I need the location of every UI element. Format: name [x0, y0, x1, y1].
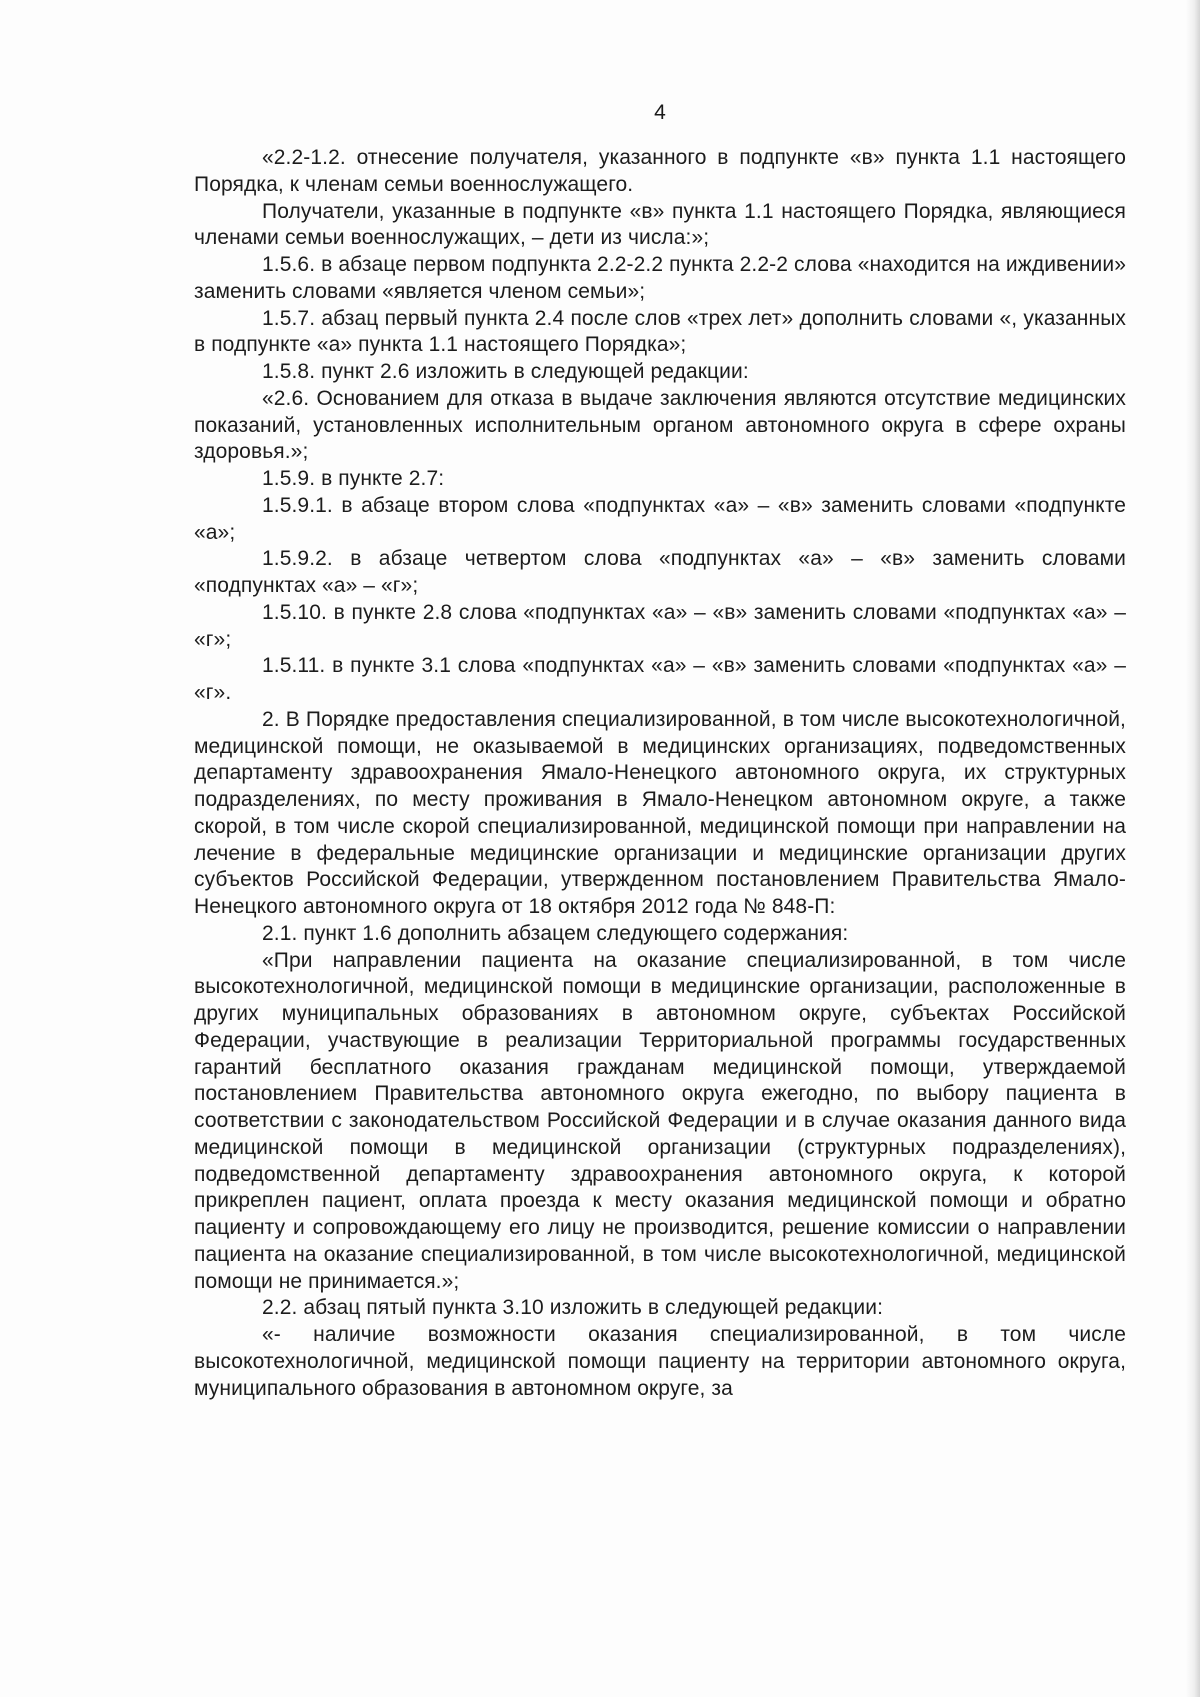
- paragraph: 1.5.9.1. в абзаце втором слова «подпунктах «а» – «в» заменить словами «подпункте «а»;: [194, 493, 1126, 544]
- paragraph: 1.5.11. в пункте 3.1 слова «подпунктах «а» – «в» заменить словами «подпунктах «а» – «г».: [194, 654, 1126, 704]
- paragraph: 1.5.8. пункт 2.6 изложить в следующей редакции:: [262, 360, 749, 383]
- page-edge-shadow: [1186, 0, 1200, 1697]
- paragraph: 2.1. пункт 1.6 дополнить абзацем следующего содержания:: [262, 921, 849, 945]
- document-body: [194, 145, 1126, 1402]
- paragraph: 2. В Порядке предоставления специализированной, в том числе высокотехнологичной, медицинской помощи, не оказываемой в медицинских организациях, подведомственных департаменту здравоохранения Ямало-Ненецкого автономного округа, их структурных подразделениях, по месту проживания в Ямало-Ненецком автономном округе, а также скорой, в том числе скорой специализированной, медицинской помощи при направлении на лечение в федеральные медицинские организации и медицинские организации других субъектов Российской Федерации, утвержденном постановлением Правительства Ямало-Ненецкого автономного округа от 18 октября 2012 года № 848-П:: [194, 707, 1126, 918]
- paragraph: 1.5.7. абзац первый пункта 2.4 после слов «трех лет» дополнить словами «, указанных в подпункте «а» пункта 1.1 настоящего Порядка»;: [194, 306, 1126, 357]
- paragraph: «- наличие возможности оказания специализированной, в том числе высокотехнологичной, медицинской помощи пациенту на территории автономного округа, муниципального образования в автономном округе, за: [194, 1323, 1126, 1400]
- paragraph: 2.2. абзац пятый пункта 3.10 изложить в следующей редакции:: [262, 1296, 884, 1320]
- paragraph: 1.5.9.2. в абзаце четвертом слова «подпунктах «а» – «в» заменить словами «подпунктах «а» – «г»;: [194, 547, 1126, 597]
- paragraph: 1.5.6. в абзаце первом подпункта 2.2-2.2 пункта 2.2-2 слова «находится на иждивении» заменить словами «является членом семьи»;: [194, 253, 1126, 303]
- paragraph: Получатели, указанные в подпункте «в» пункта 1.1 настоящего Порядка, являющиеся членами семьи военнослужащих, – дети из числа:»;: [194, 199, 1126, 250]
- paragraph: 1.5.10. в пункте 2.8 слова «подпунктах «а» – «в» заменить словами «подпунктах «а» – «г»;: [194, 600, 1126, 651]
- paragraph: «2.6. Основанием для отказа в выдаче заключения являются отсутствие медицинских показаний, установленных исполнительным органом автономного округа в сфере охраны здоровья.»;: [194, 386, 1126, 464]
- paragraph: «При направлении пациента на оказание специализированной, в том числе высокотехнологичной, медицинской помощи в медицинские организации, расположенные в других муниципальных образованиях в автономном округе, субъектах Российской Федерации, участвующие в реализации Территориальной программы государственных гарантий бесплатного оказания гражданам медицинской помощи, утверждаемой постановлением Правительства автономного округа ежегодно, по выбору пациента в соответствии с законодательством Российской Федерации и в случае оказания данного вида медицинской помощи в медицинской организации (структурных подразделениях), подведомственной департаменту здравоохранения автономного округа, к которой прикреплен пациент, оплата проезда к месту оказания медицинской помощи и обратно пациенту и сопровождающему его лицу не производится, решение комиссии о направлении пациента на оказание специализированной, в том числе высокотехнологичной, медицинской помощи не принимается.»;: [194, 948, 1126, 1293]
- paragraph: 1.5.9. в пункте 2.7:: [262, 467, 445, 490]
- paragraph: «2.2-1.2. отнесение получателя, указанного в подпункте «в» пункта 1.1 настоящего Порядка, к членам семьи военнослужащего.: [194, 146, 1126, 196]
- page-number: 4: [654, 101, 666, 124]
